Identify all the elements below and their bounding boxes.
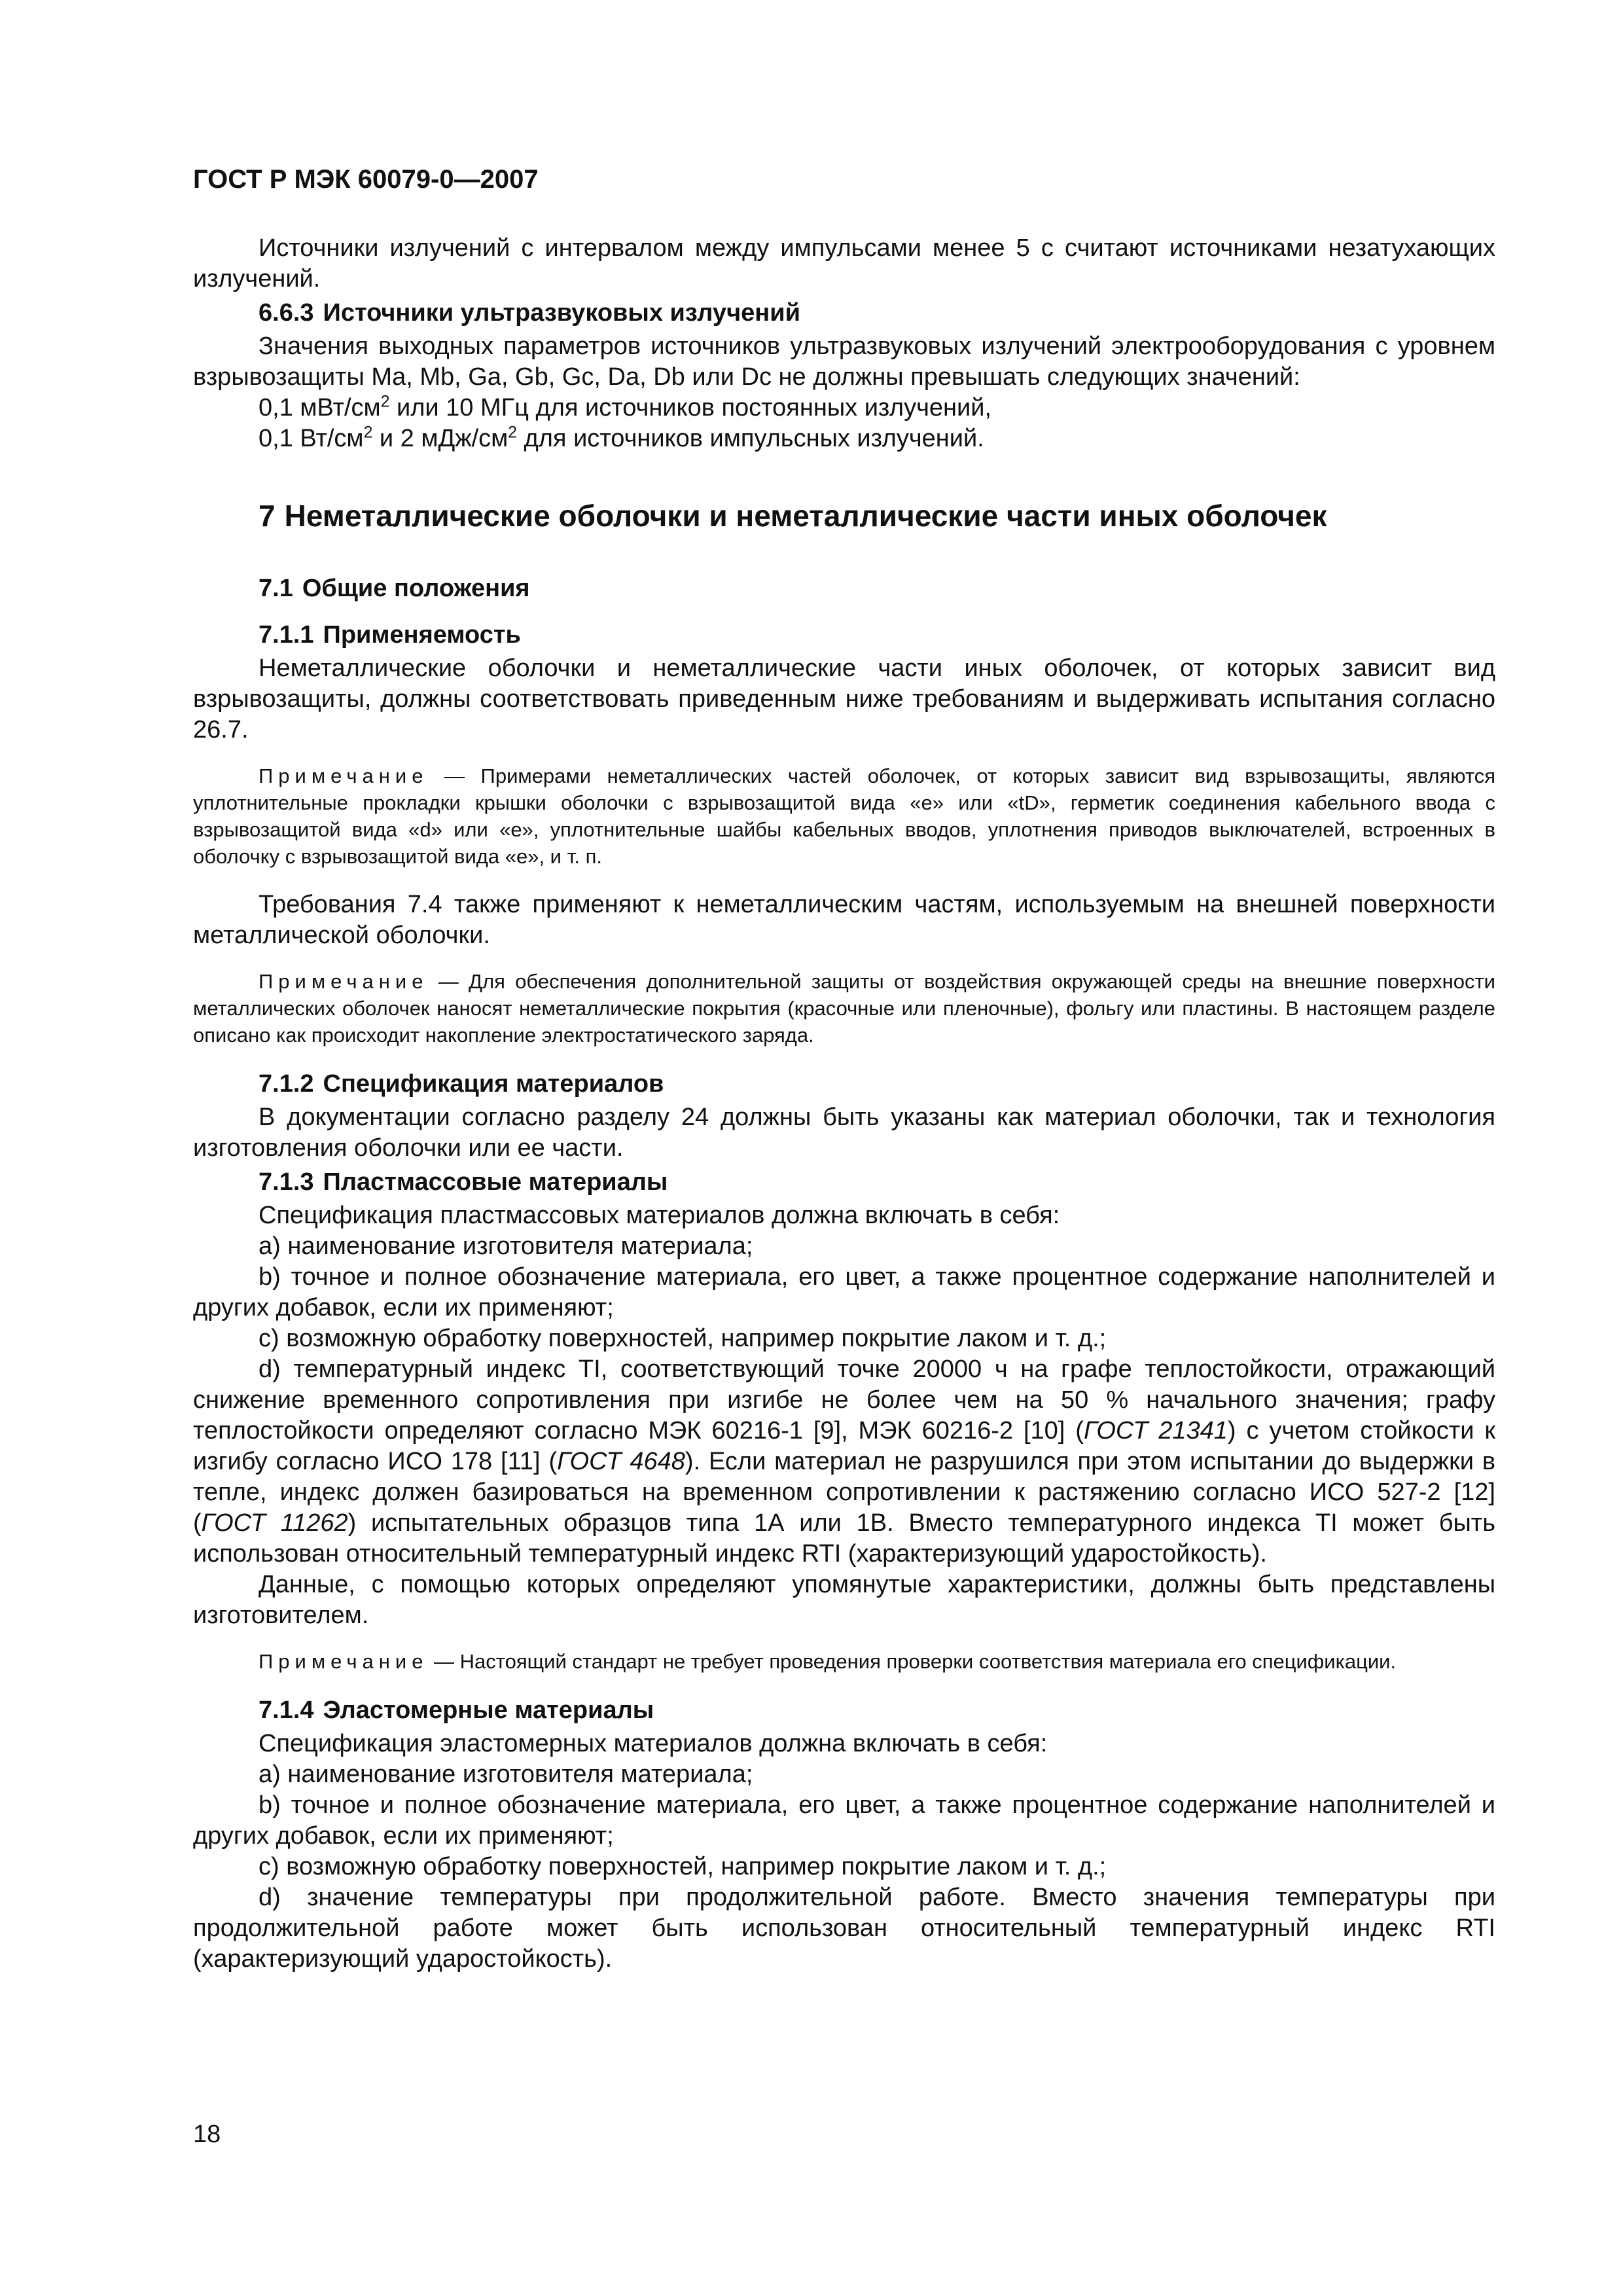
list-item (193, 1354, 1495, 1570)
list-item-text: ) испытательных образцов типа 1А или 1В. Вместо температурного индекса TI может быть использован относительный температурный индекс RTI (характеризующий ударостойкость). (193, 1509, 1495, 1568)
section-heading-7-1 (259, 572, 1495, 605)
value-text: 0,1 Вт/см (259, 425, 364, 452)
section-number: 6.6.3 (259, 299, 314, 327)
section-heading-7-1-4 (259, 1695, 1495, 1726)
superscript: 2 (363, 423, 373, 442)
section-number: 7.1.2 (259, 1070, 314, 1098)
paragraph: Данные, с помощью которых определяют упомянутые характеристики, должны быть представлены изготовителем. (193, 1571, 1495, 1629)
value-line (193, 393, 1495, 423)
page-content (193, 164, 1495, 1975)
note-text: — Для обеспечения дополнительной защиты от воздействия окружающей среды на внешние поверхности металлических оболочек наносят неметаллические покрытия (красочные или пленочные), фольгу или пластины. В настоящем разделе описано как происходит накопление электростатического заряда. (193, 970, 1495, 1047)
note-label: Примечание (259, 970, 429, 993)
list-item: b) точное и полное обозначение материала, его цвет, а также процентное содержание наполнителей и других добавок, если их применяют; (193, 1791, 1495, 1850)
list-item-text: ) с учетом стойкости к изгибу согласно ИСО 178 [11] ( (193, 1417, 1495, 1475)
list-item: b) точное и полное обозначение материала, его цвет, а также процентное содержание наполнителей и других добавок, если их применяют; (193, 1263, 1495, 1321)
standard-header: ГОСТ Р МЭК 60079-0—2007 (193, 165, 539, 194)
list-item: a) наименование изготовителя материала; (259, 1761, 753, 1788)
section-heading-7 (259, 497, 1495, 534)
list-item: d) значение температуры при продолжительной работе. Вместо значения температуры при продолжительной работе может быть использован относительный температурный индекс RTI (характеризующий ударостойкость). (193, 1884, 1495, 1973)
value-text: или 10 МГц для источников постоянных излучений, (389, 394, 992, 422)
section-number: 7.1.4 (259, 1696, 314, 1724)
note-text: — Примерами неметаллических частей оболочек, от которых зависит вид взрывозащиты, являются уплотнительные прокладки крышки оболочки с взрывозащитой вида «е» или «tD», герметик соединения кабельного ввода с взрывозащитой вида «d» или «е», уплотнительные шайбы кабельных вводов, уплотнения приводов выключателей, встроенных в оболочку с взрывозащитой вида «е», и т. п. (193, 764, 1495, 868)
section-title: Спецификация материалов (323, 1070, 664, 1098)
paragraph: Спецификация эластомерных материалов должна включать в себя: (259, 1730, 1048, 1757)
value-text: и 2 мДж/см (372, 425, 508, 452)
section-number: 7.1.3 (259, 1168, 314, 1196)
list-item: c) возможную обработку поверхностей, например покрытие лаком и т. д.; (259, 1853, 1107, 1880)
standard-reference: ГОСТ 4648 (557, 1448, 685, 1475)
standard-reference: ГОСТ 21341 (1083, 1417, 1228, 1444)
value-text: 0,1 мВт/см (259, 394, 381, 422)
page-number: 18 (193, 2121, 221, 2148)
list-item: a) наименование изготовителя материала; (259, 1232, 753, 1260)
list-item-text: d) температурный индекс TI, соответствующий точке 20000 ч на графе теплостойкости, отражающий снижение временного сопротивления при изгибе не более чем на 50 % начального значения; графу теплостойкости определяют согласно МЭК 60216-1 [9], МЭК 60216-2 [10] ( (193, 1355, 1495, 1444)
note (193, 1648, 1495, 1675)
note (193, 762, 1495, 870)
section-title: Неметаллические оболочки и неметаллические части иных оболочек (284, 499, 1327, 533)
superscript: 2 (380, 393, 390, 411)
note-text: — Настоящий стандарт не требует проведения проверки соответствия материала его спецификации. (428, 1650, 1397, 1673)
value-line (193, 423, 1495, 454)
list-item-text: ). Если материал не разрушился при этом испытании до выдержки в тепле, индекс должен базироваться на временном сопротивлении к растяжению согласно ИСО 527-2 [12] ( (193, 1448, 1496, 1537)
section-heading-6-6-3 (259, 297, 1495, 329)
note-label: Примечание (259, 1650, 429, 1673)
paragraph: Источники излучений с интервалом между импульсами менее 5 с считают источниками незатухающих излучений. (193, 234, 1495, 293)
section-title: Пластмассовые материалы (323, 1168, 668, 1196)
paragraph: В документации согласно разделу 24 должны быть указаны как материал оболочки, так и технология изготовления оболочки или ее части. (193, 1103, 1495, 1162)
paragraph: Требования 7.4 также применяют к неметаллическим частям, используемым на внешней поверхности металлической оболочки. (193, 891, 1495, 949)
value-text: для источников импульсных излучений. (517, 425, 984, 452)
section-title: Применяемость (323, 621, 521, 649)
section-title: Источники ультразвуковых излучений (323, 299, 800, 327)
note-label: Примечание (259, 764, 429, 787)
section-heading-7-1-2 (259, 1068, 1495, 1100)
section-heading-7-1-3 (259, 1166, 1495, 1198)
section-number: 7 (259, 499, 276, 533)
standard-reference: ГОСТ 11262 (201, 1509, 348, 1537)
section-title: Эластомерные материалы (323, 1696, 654, 1724)
paragraph: Неметаллические оболочки и неметаллические части иных оболочек, от которых зависит вид взрывозащиты, должны соответствовать приведенным ниже требованиям и выдерживать испытания согласно 26.7. (193, 655, 1495, 744)
section-heading-7-1-1 (259, 619, 1495, 651)
note (193, 968, 1495, 1049)
section-number: 7.1.1 (259, 621, 314, 649)
list-item: c) возможную обработку поверхностей, например покрытие лаком и т. д.; (259, 1325, 1107, 1352)
paragraph: Спецификация пластмассовых материалов должна включать в себя: (259, 1202, 1060, 1229)
section-title: Общие положения (302, 575, 530, 602)
superscript: 2 (508, 423, 518, 442)
paragraph: Значения выходных параметров источников ультразвуковых излучений электрооборудования с уровнем взрывозащиты Ma, Mb, Ga, Gb, Gc, Da, Db или Dc не должны превышать следующих значений: (193, 332, 1495, 391)
section-number: 7.1 (259, 575, 293, 602)
